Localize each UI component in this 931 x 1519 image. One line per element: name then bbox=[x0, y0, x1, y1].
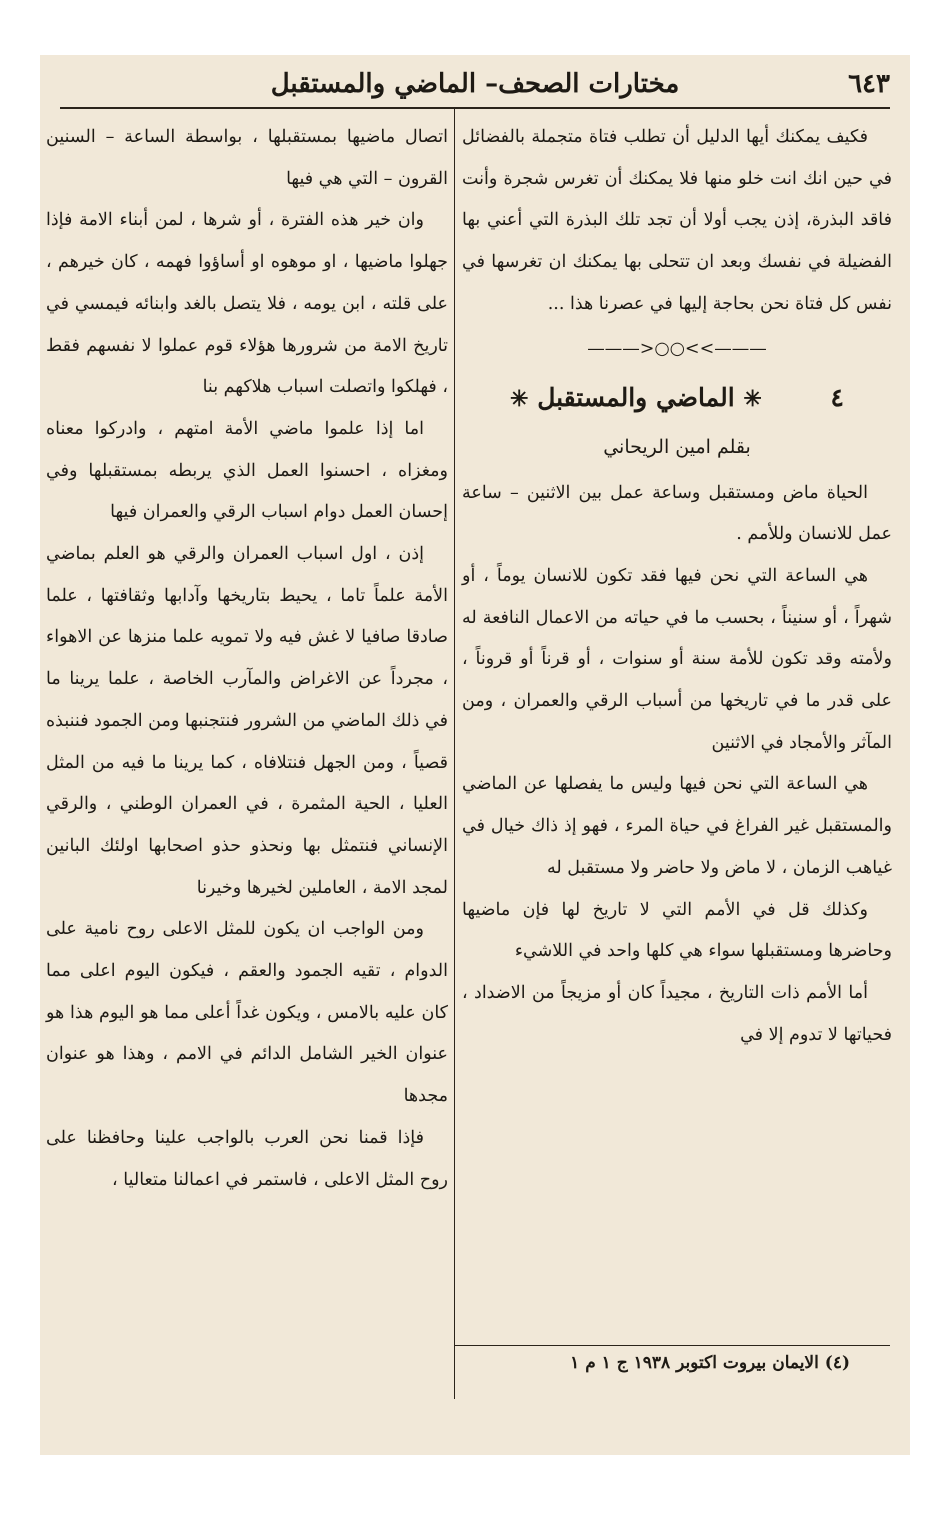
article-paragraph: وان خير هذه الفترة ، أو شرها ، لمن أبناء الامة فإذا جهلوا ماضيها ، او موهوه او أساؤوا فهمه ، كان خيرهم ، على قلته ، ابن يومه ، فلا يتصل بالغد وابنائه فيمسي في تاريخ الامة من شرورها هؤلاء قوم عملوا لا نفسهم فقط ، فهلكوا واتصلت اسباب هلاكهم بنا bbox=[46, 210, 448, 398]
right-column bbox=[462, 117, 892, 1056]
left-column bbox=[46, 117, 448, 1201]
article-title: الماضي والمستقبل bbox=[537, 382, 735, 412]
column-divider bbox=[454, 109, 455, 1399]
page-number: ٦٤٣ bbox=[848, 69, 890, 99]
article-paragraph: إذن ، اول اسباب العمران والرقي هو العلم بماضي الأمة علماً تاما ، يحيط بتاريخها وآدابها وثقافتها ، علما صادقا صافيا لا غش فيه ولا تمويه علما منزها عن الاهواء ، مجرداً عن الاغراض والمآرب الخاصة ، علما يرينا ما في ذلك الماضي من الشرور فنتجنبها ومن الجمود فننبذه قصياً ، ومن الجهل فنتلافاه ، كما يرينا ما فيه من المثل العليا ، الحية المثمرة ، في العمران الوطني ، والرقي الإنساني فنتمثل بها ونحذو حذو اصحابها اولئك البانين لمجد الامة ، العاملين لخيرها وخيرنا bbox=[46, 544, 448, 898]
section-ornament: ———>>○○<——— bbox=[587, 338, 767, 359]
footnote: (٤) الايمان بيروت اكتوبر ١٩٣٨ ج ١ م ١ bbox=[570, 1353, 850, 1373]
article-number: ٤ bbox=[830, 382, 844, 412]
book-page bbox=[40, 55, 910, 1455]
article-heading bbox=[462, 370, 892, 427]
header-rule bbox=[60, 107, 890, 109]
footnote-rule bbox=[454, 1345, 890, 1346]
star-ornament-icon: ✳ bbox=[743, 385, 762, 412]
article-paragraph: الحياة ماض ومستقبل وساعة عمل بين الاثنين – ساعة عمل للانسان وللأمم . bbox=[462, 482, 892, 545]
article-byline: بقلم امين الريحاني bbox=[603, 435, 751, 458]
star-ornament-icon: ✳ bbox=[510, 385, 529, 412]
closing-paragraph: فكيف يمكنك أيها الدليل أن تطلب فتاة متجملة بالفضائل في حين انك انت خلو منها فلا يمكنك أن تغرس شجرة وأنت فاقد البذرة، إذن يجب أولا أن تجد تلك البذرة التي أعني بها الفضيلة في نفسك وبعد ان تتحلى بها يمكنك ان تغرسها في نفس كل فتاة نحن بحاجة إليها في عصرنا هذا ... bbox=[462, 127, 892, 314]
article-paragraph: هي الساعة التي نحن فيها فقد تكون للانسان يوماً ، أو شهراً ، أو سنيناً ، بحسب ما في حياته من الاعمال النافعة له ولأمته وقد تكون للأمة سنة أو سنوات ، أو قرناً أو قروناً ، على قدر ما في تاريخها من أسباب الرقي والعمران ، ومن المآثر والأمجاد في الاثنين bbox=[462, 565, 892, 753]
article-paragraph: وكذلك قل في الأمم التي لا تاريخ لها فإن ماضيها وحاضرها ومستقبلها سواء هي كلها واحد في اللاشيء bbox=[462, 899, 892, 962]
page-header bbox=[60, 65, 890, 107]
article-paragraph: اما إذا علموا ماضي الأمة امتهم ، وادركوا معناه ومغزاه ، احسنوا العمل الذي يربطه بمستقبلها وفي إحسان العمل دوام اسباب الرقي والعمران فيها bbox=[46, 418, 448, 523]
running-title: مختارات الصحف– الماضي والمستقبل bbox=[270, 69, 680, 99]
article-paragraph: فإذا قمنا نحن العرب بالواجب علينا وحافظنا على روح المثل الاعلى ، فاستمر في اعمالنا متعاليا ، bbox=[46, 1127, 448, 1190]
article-paragraph: هي الساعة التي نحن فيها وليس ما يفصلها عن الماضي والمستقبل غير الفراغ في حياة المرء ، فهو إذ ذاك خيال في غياهب الزمان ، لا ماض ولا حاضر ولا مستقبل له bbox=[462, 774, 892, 878]
article-paragraph: ومن الواجب ان يكون للمثل الاعلى روح نامية على الدوام ، تقيه الجمود والعقم ، فيكون اليوم اعلى مما كان عليه بالامس ، ويكون غداً أعلى مما هو اليوم هذا هو عنوان الخير الشامل الدائم في الامم ، وهذا هو عنوان مجدها bbox=[46, 919, 448, 1107]
article-paragraph: اتصال ماضيها بمستقبلها ، بواسطة الساعة – السنين القرون – التي هي فيها bbox=[46, 127, 448, 189]
article-paragraph: أما الأمم ذات التاريخ ، مجيداً كان أو مزيجاً من الاضداد ، فحياتها لا تدوم إلا في bbox=[462, 982, 892, 1045]
